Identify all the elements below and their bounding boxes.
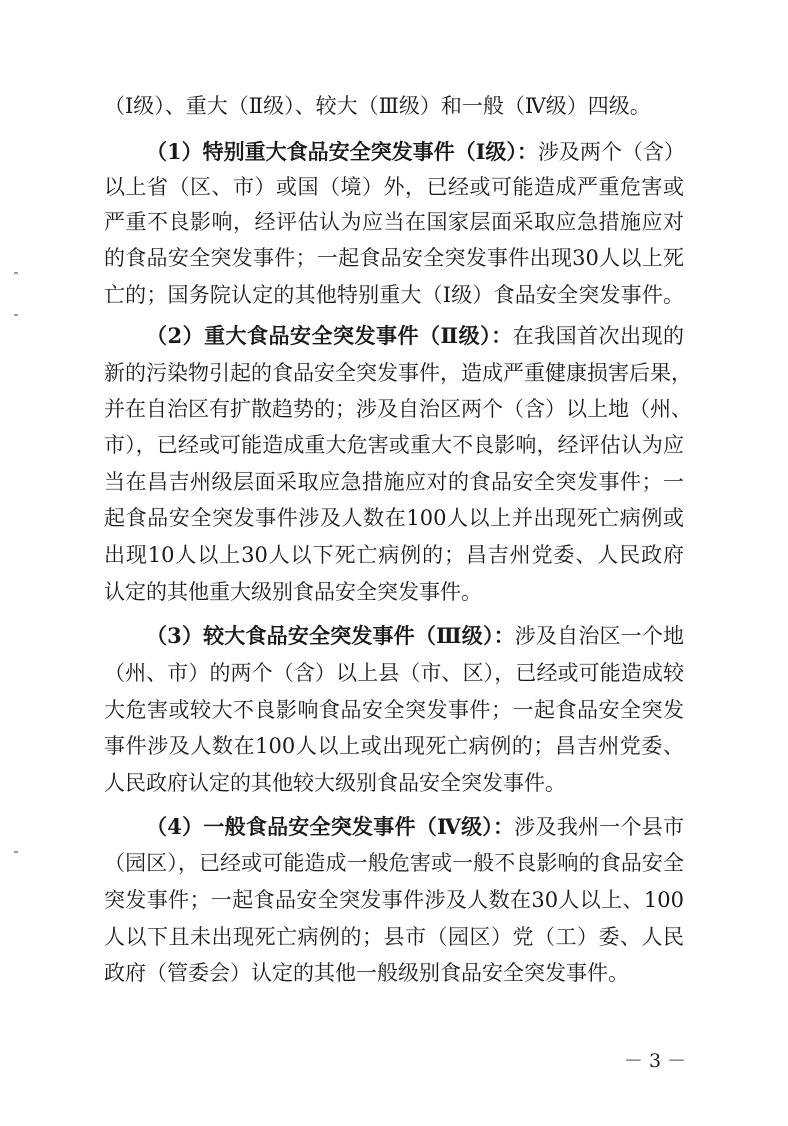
text-line: 突发事件；一起食品安全突发事件涉及人数在30人以上、100 xyxy=(104,888,684,912)
text-line: 以上省（区、市）或国（境）外，已经或可能造成严重危害或 xyxy=(104,175,684,199)
text-line: 当在昌吉州级层面采取应急措施应对的食品安全突发事件；一 xyxy=(104,470,684,494)
text-line-rest: 在我国首次出现的 xyxy=(512,324,685,348)
text-line: 的食品安全突发事件；一起食品安全突发事件出现30人以上死 xyxy=(104,246,684,270)
scan-mark xyxy=(14,272,18,274)
text-line: 人民政府认定的其他较大级别食品安全突发事件。 xyxy=(104,771,566,795)
text-line: 人以下且未出现死亡病例的；县市（园区）党（工）委、人民 xyxy=(104,925,684,949)
scan-mark xyxy=(14,851,18,853)
text-line: 出现10人以上30人以下死亡病例的；昌吉州党委、人民政府 xyxy=(104,543,684,567)
text-line: 认定的其他重大级别食品安全突发事件。 xyxy=(104,580,482,604)
text-line-rest: 涉及自治区一个地 xyxy=(514,624,685,648)
text-line: （州、市）的两个（含）以上县（市、区），已经或可能造成较 xyxy=(104,661,684,685)
text-line xyxy=(146,321,684,353)
text-line xyxy=(146,812,684,844)
text-line: （园区），已经或可能造成一般危害或一般不良影响的食品安全 xyxy=(104,851,684,875)
text-line: 政府（管委会）认定的其他一般级别食品安全突发事件。 xyxy=(104,961,629,985)
text-line: （Ⅰ级）、重大（Ⅱ级）、较大（Ⅲ级）和一般（Ⅳ级）四级。 xyxy=(104,94,651,118)
text-line: 大危害或较大不良影响食品安全突发事件；一起食品安全突发 xyxy=(104,698,684,722)
text-line: 事件涉及人数在100人以上或出现死亡病例的；昌吉州党委、 xyxy=(104,734,684,758)
section-heading-level-3: （3）较大食品安全突发事件（Ⅲ级）： xyxy=(146,623,515,648)
text-line: 并在自治区有扩散趋势的；涉及自治区两个（含）以上地（州、 xyxy=(104,397,692,421)
text-line-rest: 涉及两个（含） xyxy=(537,140,685,164)
section-heading-level-4: （4）一般食品安全突发事件（Ⅳ级）： xyxy=(146,814,515,839)
section-heading-level-2: （2）重大食品安全突发事件（Ⅱ级）： xyxy=(146,323,513,348)
text-line xyxy=(146,621,684,653)
text-line xyxy=(146,137,684,169)
text-line: 起食品安全突发事件涉及人数在100人以上并出现死亡病例或 xyxy=(104,506,684,530)
text-line-rest: 涉及我州一个县市 xyxy=(514,815,684,839)
text-line: 严重不良影响，经评估认为应当在国家层面采取应急措施应对 xyxy=(104,210,684,234)
text-line: 亡的；国务院认定的其他特别重大（Ⅰ级）食品安全突发事件。 xyxy=(104,283,684,307)
text-line: 新的污染物引起的食品安全突发事件，造成严重健康损害后果， xyxy=(104,361,692,385)
page-number: － 3 － xyxy=(623,1050,687,1072)
section-heading-level-1: （1）特别重大食品安全突发事件（Ⅰ级）： xyxy=(146,139,538,164)
scan-mark xyxy=(14,314,18,316)
text-line: 市），已经或可能造成重大危害或重大不良影响，经评估认为应 xyxy=(104,433,684,457)
